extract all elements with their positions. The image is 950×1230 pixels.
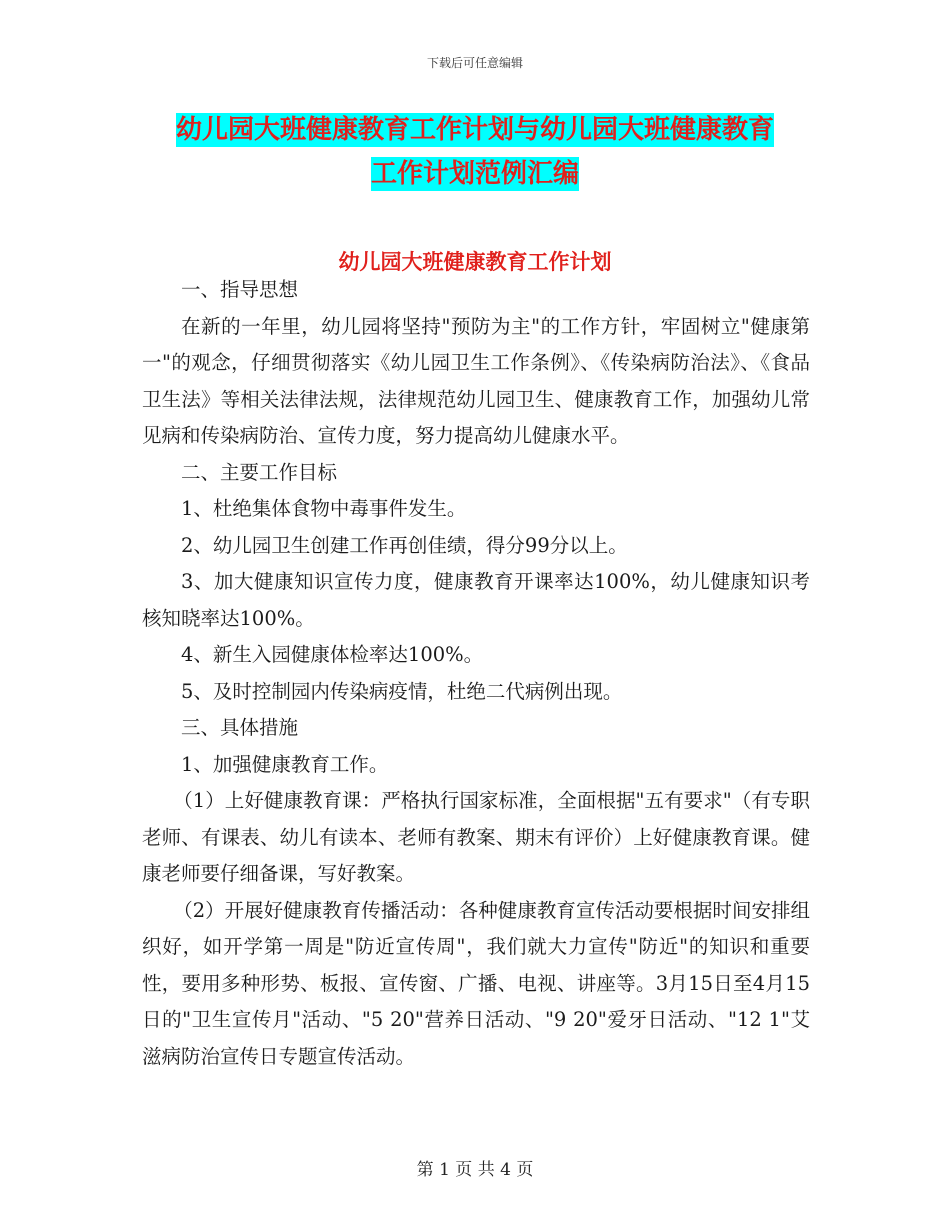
header-note: 下载后可任意编辑 [426, 56, 523, 70]
title-line-2: 工作计划范例汇编 [370, 159, 579, 189]
title-line-1: 幼儿园大班健康教育工作计划与幼儿园大班健康教育 [175, 115, 774, 145]
goal-item-2: 2、幼儿园卫生创建工作再创佳绩，得分99分以上。 [181, 533, 628, 557]
section-title: 幼儿园大班健康教育工作计划 [338, 250, 612, 274]
heading-measures: 三、具体措施 [181, 716, 299, 739]
measure-item-1: 1、加强健康教育工作。 [181, 752, 389, 776]
document-title [140, 108, 810, 196]
heading-guiding-ideology: 一、指导思想 [181, 278, 299, 301]
goal-item-4: 4、新生入园健康体检率达100%。 [181, 643, 484, 666]
measure-sub-item-1: （1）上好健康教育课：严格执行国家标准，全面根据"五有要求"（有专职老师、有课表、幼儿有读本、老师有教案、期末有评价）上好健康教育课。健康老师要仔细备课，写好教案。 [142, 789, 810, 885]
page-footer: 第 1 页 共 4 页 [416, 1160, 534, 1180]
paragraph-guiding-ideology: 在新的一年里，幼儿园将坚持"预防为主"的工作方针，牢固树立"健康第一"的观念，仔细贯彻落实《幼儿园卫生工作条例》、《传染病防治法》、《食品卫生法》等相关法律法规，法律规范幼儿园卫生、健康教育工作，加强幼儿常见病和传染病防治、宣传力度，努力提高幼儿健康水平。 [142, 314, 810, 447]
goal-item-3: 3、加大健康知识宣传力度，健康教育开课率达100%，幼儿健康知识考核知晓率达100%。 [142, 570, 810, 630]
heading-main-goals: 二、主要工作目标 [181, 460, 338, 484]
measure-sub-item-2: （2）开展好健康教育传播活动：各种健康教育宣传活动要根据时间安排组织好，如开学第一周是"防近宣传周"，我们就大力宣传"防近"的知识和重要性，要用多种形势、板报、宣传窗、广播、电视、讲座等。3月15日至4月15日的"卫生宣传月"活动、"5 20"营养日活动、"9 20"爱牙日活动、"12 1"艾滋病防治宣传日专题宣传活动。 [142, 898, 810, 1068]
goal-item-5: 5、及时控制园内传染病疫情，杜绝二代病例出现。 [181, 679, 623, 703]
goal-item-1: 1、杜绝集体食物中毒事件发生。 [181, 497, 467, 520]
document-body [142, 272, 810, 1075]
